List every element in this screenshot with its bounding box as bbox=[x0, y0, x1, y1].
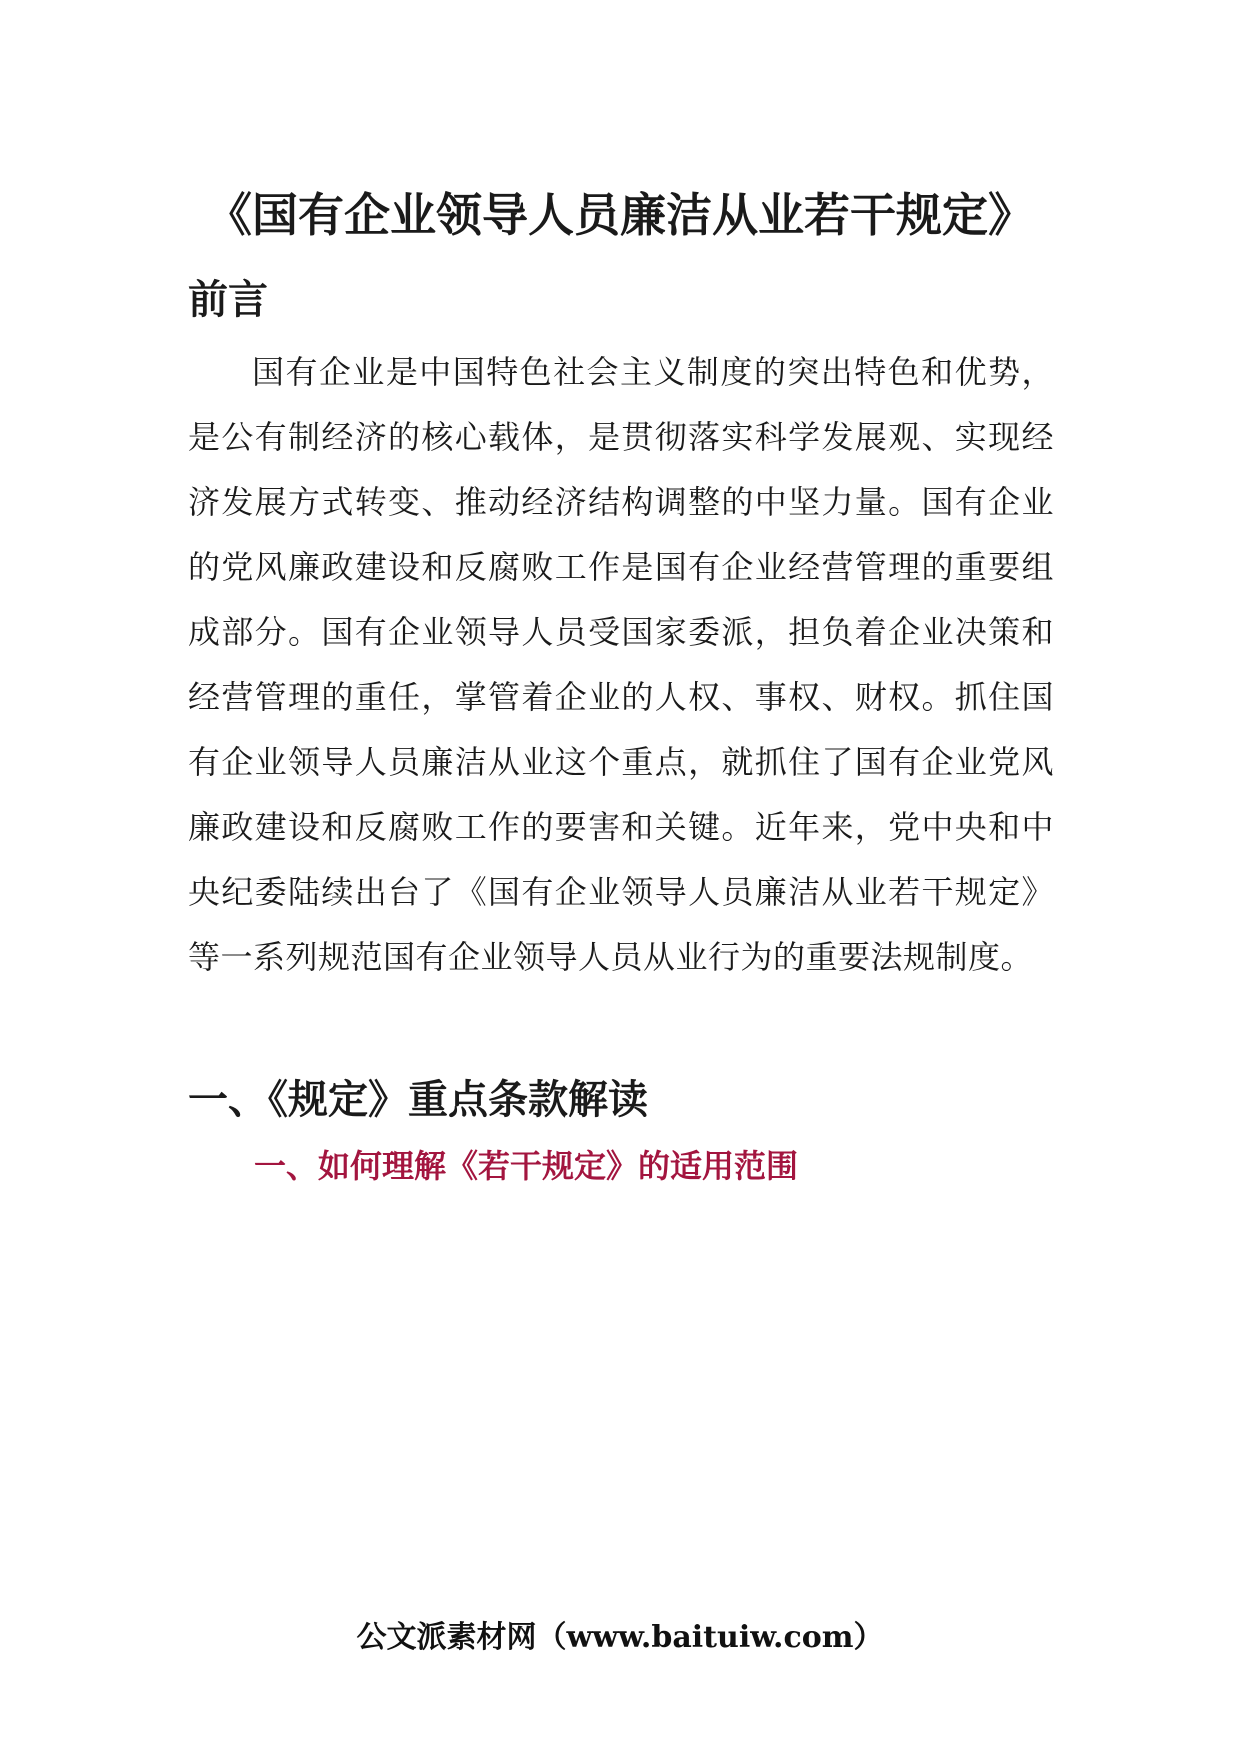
document-title: 《国有企业领导人员廉洁从业若干规定》 bbox=[206, 188, 1034, 242]
footer-watermark: 公文派素材网（www.baituiw.com） bbox=[356, 1620, 884, 1655]
subsection-heading: 一、如何理解《若干规定》的适用范围 bbox=[254, 1147, 799, 1185]
preface-heading: 前言 bbox=[188, 277, 268, 323]
section-heading: 一、《规定》重点条款解读 bbox=[188, 1077, 648, 1123]
preface-paragraph: 国有企业是中国特色社会主义制度的突出特色和优势，是公有制经济的核心载体，是贯彻落实科学发展观、实现经济发展方式转变、推动经济结构调整的中坚力量。国有企业的党风廉政建设和反腐败工作是国有企业经营管理的重要组成部分。国有企业领导人员受国家委派，担负着企业决策和经营管理的重任，掌管着企业的人权、事权、财权。抓住国有企业领导人员廉洁从业这个重点，就抓住了国有企业党风廉政建设和反腐败工作的要害和关键。近年来，党中央和中央纪委陆续出台了《国有企业领导人员廉洁从业若干规定》等一系列规范国有企业领导人员从业行为的重要法规制度。 bbox=[188, 353, 1054, 976]
